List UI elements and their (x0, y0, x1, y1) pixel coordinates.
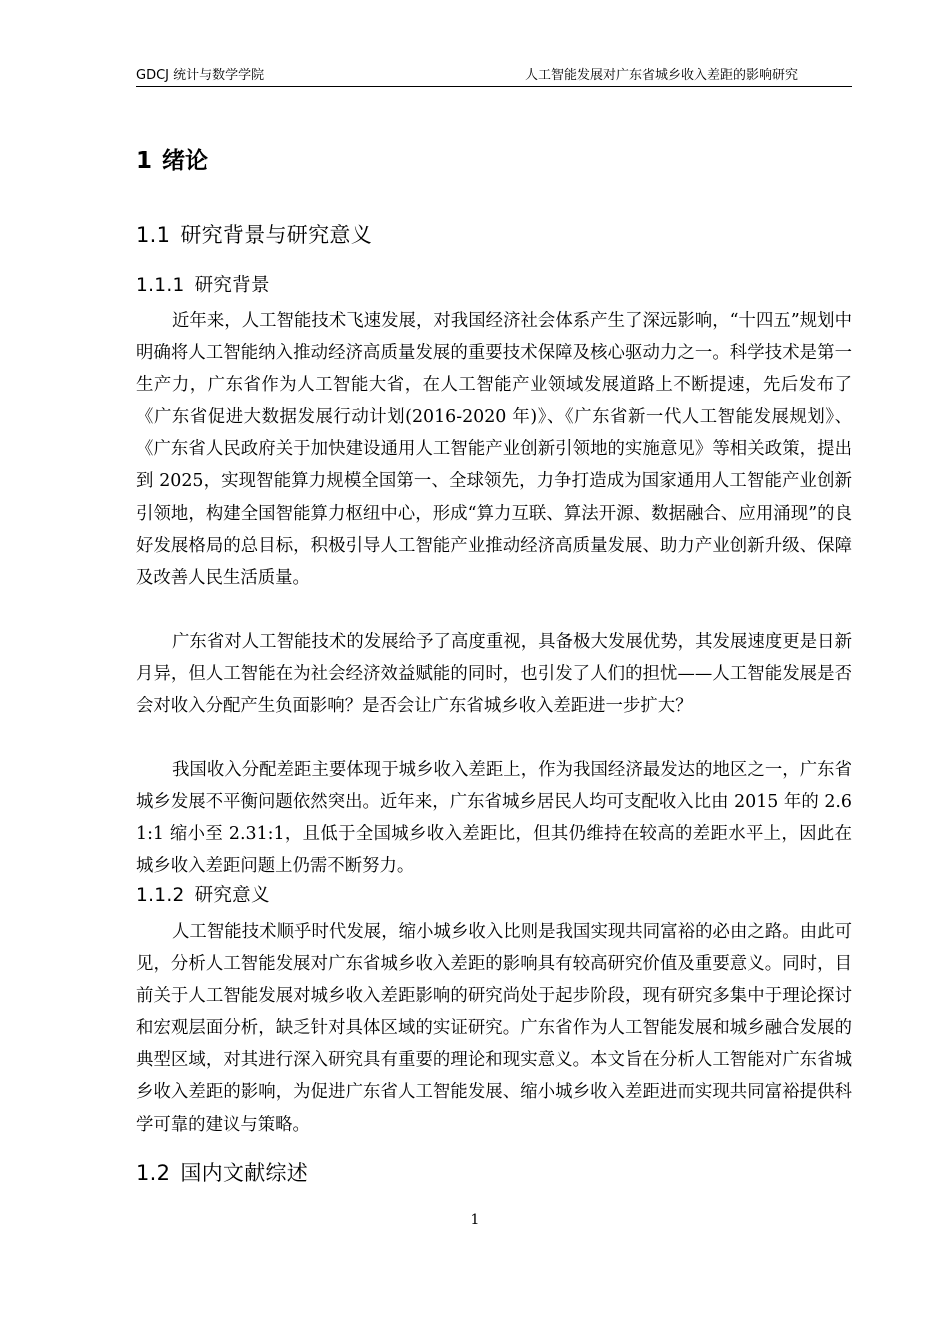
subsection-title: 研究意义 (194, 885, 270, 906)
section-number: 1.1 (136, 223, 171, 247)
subsection-title: 研究背景 (194, 275, 270, 296)
section-heading-1-2 (136, 1158, 308, 1188)
section-title: 国内文献综述 (180, 1161, 309, 1185)
subsection-heading-1-1-2 (136, 882, 270, 910)
paragraph-background-3: 我国收入分配差距主要体现于城乡收入差距上，作为我国经济最发达的地区之一，广东省城乡发展不平衡问题依然突出。近年来，广东省城乡居民人均可支配收入比由 2015 年的 2.61:1 缩小至 2.31:1，且低于全国城乡收入差距比，但其仍维持在较高的差距水平上，因此在城乡收入差距问题上仍需不断努力。 (136, 760, 852, 877)
paragraph-significance-1: 人工智能技术顺乎时代发展，缩小城乡收入比则是我国实现共同富裕的必由之路。由此可见，分析人工智能发展对广东省城乡收入差距的影响具有较高研究价值及重要意义。同时，目前关于人工智能发展对城乡收入差距影响的研究尚处于起步阶段，现有研究多集中于理论探讨和宏观层面分析，缺乏针对具体区域的实证研究。广东省作为人工智能发展和城乡融合发展的典型区域，对其进行深入研究具有重要的理论和现实意义。本文旨在分析人工智能对广东省城乡收入差距的影响，为促进广东省人工智能发展、缩小城乡收入差距进而实现共同富裕提供科学可靠的建议与策略。 (136, 922, 852, 1135)
header-institution: GDCJ 统计与数学学院 (136, 68, 265, 83)
page-header (136, 66, 852, 87)
chapter-heading (136, 145, 208, 177)
paragraph-background-1: 近年来，人工智能技术飞速发展，对我国经济社会体系产生了深远影响，“十四五”规划中明确将人工智能纳入推动经济高质量发展的重要技术保障及核心驱动力之一。科学技术是第一生产力，广东省作为人工智能大省，在人工智能产业领域发展道路上不断提速，先后发布了《广东省促进大数据发展行动计划(2016-2020 年)》、《广东省新一代人工智能发展规划》、《广东省人民政府关于加快建设通用人工智能产业创新引领地的实施意见》等相关政策，提出到 2025，实现智能算力规模全国第一、全球领先，力争打造成为国家通用人工智能产业创新引领地，构建全国智能算力枢纽中心，形成“算力互联、算法开源、数据融合、应用涌现”的良好发展格局的总目标，积极引导人工智能产业推动经济高质量发展、助力产业创新升级、保障及改善人民生活质量。 (136, 311, 852, 588)
subsection-number: 1.1.2 (136, 885, 185, 906)
header-paper-title: 人工智能发展对广东省城乡收入差距的影响研究 (524, 68, 798, 83)
paragraph-background-2: 广东省对人工智能技术的发展给予了高度重视，具备极大发展优势，其发展速度更是日新月异，但人工智能在为社会经济效益赋能的同时，也引发了人们的担忧——人工智能发展是否会对收入分配产生负面影响？是否会让广东省城乡收入差距进一步扩大？ (136, 632, 852, 717)
subsection-heading-1-1-1 (136, 272, 270, 300)
section-title: 研究背景与研究意义 (180, 223, 373, 247)
chapter-number: 1 (136, 148, 153, 174)
chapter-title: 绪论 (162, 148, 209, 174)
section-heading-1-1 (136, 220, 372, 250)
section-number: 1.2 (136, 1161, 171, 1185)
subsection-number: 1.1.1 (136, 275, 185, 296)
page-number: 1 (470, 1212, 480, 1228)
